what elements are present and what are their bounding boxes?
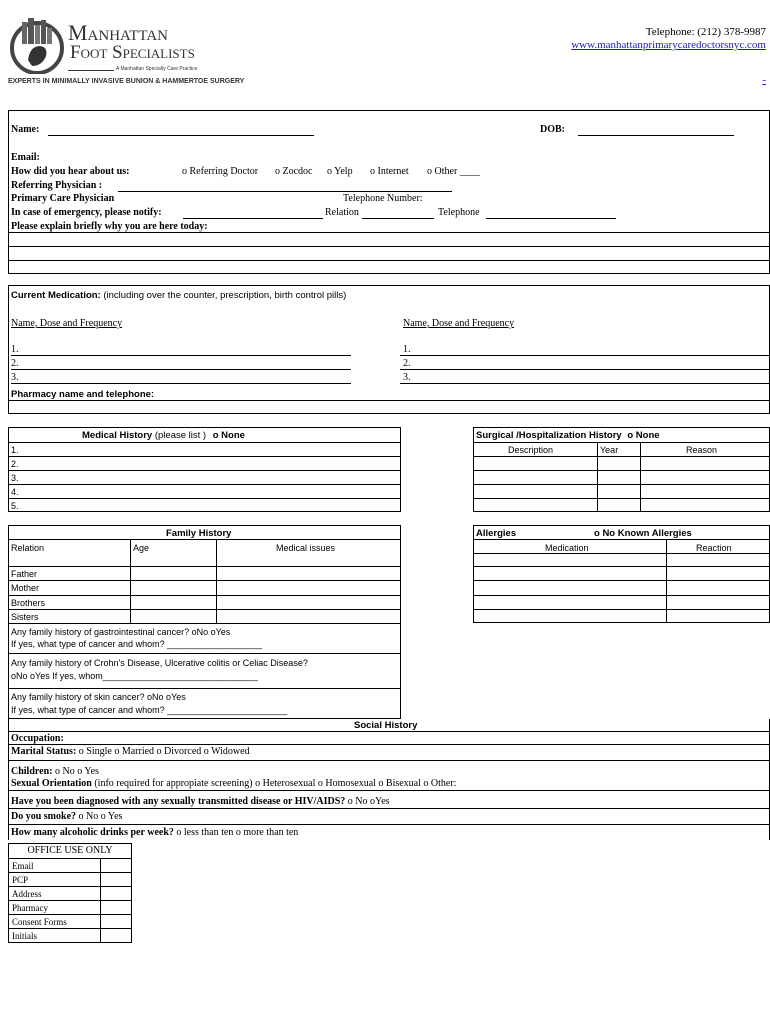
hear-option-internet[interactable]: o Internet — [370, 166, 409, 177]
emergency-field[interactable] — [183, 218, 323, 219]
med-right-2: 2. — [403, 358, 411, 369]
surgical-history-none[interactable]: o None — [627, 430, 660, 441]
medical-history-none[interactable]: o None — [212, 430, 245, 441]
med-right-field-3[interactable] — [400, 383, 770, 384]
office-use-table — [8, 843, 132, 943]
occupation-label: Occupation: — [11, 733, 64, 744]
tagline: EXPERTS IN MINIMALLY INVASIVE BUNION & HAMMERTOE SURGERY — [8, 77, 245, 86]
dob-field[interactable] — [578, 135, 734, 136]
hear-option-zocdoc[interactable]: o Zocdoc — [275, 166, 313, 177]
sexual-orientation — [11, 778, 456, 790]
referring-label: Referring Physician : — [11, 180, 103, 191]
medical-history-row-4[interactable]: 4. — [11, 487, 19, 497]
family-header-issues: Medical issues — [276, 543, 336, 553]
office-row-address: Address — [9, 887, 101, 901]
allergies-header-medication: Medication — [545, 543, 589, 553]
std-question — [11, 796, 390, 808]
orientation-options[interactable]: (info required for appropiate screening) o Heterosexual o Homosexual o Bisexual o Other: — [94, 778, 457, 789]
family-history-title: Family History — [166, 528, 232, 539]
telephone-number-label: Telephone Number: — [343, 193, 423, 204]
med-left-2: 2. — [11, 358, 19, 369]
office-row-pharmacy: Pharmacy — [9, 901, 101, 915]
family-relation-mother: Mother — [11, 583, 40, 593]
smoke-question — [11, 811, 122, 823]
family-header-relation: Relation — [11, 543, 45, 553]
family-relation-brothers: Brothers — [11, 598, 46, 608]
email-label: Email: — [11, 152, 40, 163]
family-history-section — [8, 525, 401, 719]
family-q-crohns[interactable]: Any family history of Crohn's Disease, Ulcerative colitis or Celiac Disease? — [11, 658, 308, 668]
med-left-1: 1. — [11, 344, 19, 355]
smoke-label: Do you smoke? — [11, 811, 77, 822]
office-use-title: OFFICE USE ONLY — [9, 844, 132, 859]
medication-title: Current Medication: — [11, 290, 101, 301]
medication-col-right: Name, Dose and Frequency — [403, 318, 515, 329]
children-options[interactable]: o No o Yes — [55, 766, 99, 777]
brand-line2: Foot Specialists — [70, 42, 195, 63]
family-q-gi-cancer[interactable]: Any family history of gastrointestinal cancer? oNo oYes — [11, 627, 231, 637]
medical-history-title: Medical History — [82, 430, 153, 441]
family-header-age: Age — [133, 543, 150, 553]
office-row-initials: Initials — [9, 929, 101, 943]
pcp-label: Primary Care Physician — [11, 193, 115, 204]
office-row-pcp: PCP — [9, 873, 101, 887]
emergency-telephone-field[interactable] — [486, 218, 616, 219]
relation-label: Relation — [325, 207, 359, 218]
header-telephone: Telephone: (212) 378-9987 — [645, 26, 766, 38]
logo-emblem-icon — [8, 16, 68, 74]
alcohol-question — [11, 827, 298, 839]
surgical-history-title: Surgical /Hospitalization History — [476, 430, 622, 441]
hear-option-yelp[interactable]: o Yelp — [327, 166, 353, 177]
marital-status — [11, 746, 250, 758]
name-label: Name: — [11, 124, 40, 135]
surgical-heading — [476, 430, 660, 442]
medical-history-row-2[interactable]: 2. — [11, 459, 19, 469]
office-check-pharmacy[interactable] — [100, 901, 131, 915]
std-label: Have you been diagnosed with any sexually transmitted disease or HIV/AIDS? — [11, 796, 346, 807]
office-row-email: Email — [9, 859, 101, 873]
family-relation-sisters: Sisters — [11, 612, 39, 622]
explain-label: Please explain briefly why you are here today: — [11, 221, 208, 232]
hear-option-referring[interactable]: o Referring Doctor — [182, 166, 259, 177]
med-left-field-1[interactable] — [11, 355, 351, 356]
brand-line1: Manhattan — [68, 20, 169, 45]
family-relation-father: Father — [11, 569, 38, 579]
allergies-header-reaction: Reaction — [696, 543, 732, 553]
medication-col-left: Name, Dose and Frequency — [11, 318, 123, 329]
referring-field[interactable] — [118, 191, 452, 192]
alcohol-label: How many alcoholic drinks per week? — [11, 827, 174, 838]
medication-heading — [11, 290, 346, 302]
smoke-options[interactable]: o No o Yes — [78, 811, 123, 822]
header-dash: - — [762, 74, 766, 86]
family-q-skin-cancer[interactable]: Any family history of skin cancer? oNo oYes — [11, 692, 186, 702]
alcohol-options[interactable]: o less than ten o more than ten — [176, 827, 299, 838]
brand-subtitle: A Manhattan Specialty Care Practice — [116, 66, 198, 72]
std-options[interactable]: o No oYes — [347, 796, 390, 807]
emergency-label: In case of emergency, please notify: — [11, 207, 162, 218]
office-check-pcp[interactable] — [100, 873, 131, 887]
med-right-3: 3. — [403, 372, 411, 383]
med-right-1: 1. — [403, 344, 411, 355]
explain-field[interactable] — [232, 232, 768, 233]
office-check-email[interactable] — [100, 859, 131, 873]
logo — [8, 14, 218, 80]
office-row-consent: Consent Forms — [9, 915, 101, 929]
children-label: Children: — [11, 766, 53, 777]
telephone-label: Telephone — [438, 207, 480, 218]
office-check-address[interactable] — [100, 887, 131, 901]
name-field[interactable] — [48, 135, 314, 136]
med-left-3: 3. — [11, 372, 19, 383]
occupation-field[interactable] — [64, 744, 268, 745]
medical-history-row-3[interactable]: 3. — [11, 473, 19, 483]
children — [11, 766, 99, 778]
surgical-header-reason: Reason — [686, 445, 718, 455]
hear-option-other[interactable]: o Other ____ — [427, 166, 480, 177]
surgical-header-description: Description — [508, 445, 554, 455]
dob-label: DOB: — [540, 124, 565, 135]
medical-history-row-1[interactable]: 1. — [11, 445, 19, 455]
orientation-label: Sexual Orientation — [11, 778, 92, 789]
hear-about-label: How did you hear about us: — [11, 166, 130, 177]
medical-history-heading — [82, 430, 245, 442]
med-right-field-1[interactable] — [400, 355, 770, 356]
medical-history-note: (please list ) — [154, 430, 207, 441]
allergies-none[interactable]: o No Known Allergies — [594, 528, 692, 539]
office-check-consent[interactable] — [100, 915, 131, 929]
medication-subtitle: (including over the counter, prescription, birth control pills) — [103, 290, 347, 301]
family-q-gi-cancer-detail[interactable]: If yes, what type of cancer and whom? ___________________ — [11, 639, 263, 649]
social-history-title: Social History — [354, 720, 418, 731]
med-left-field-2[interactable] — [11, 369, 351, 370]
website-link[interactable]: www.manhattanprimarycaredoctorsnyc.com — [571, 39, 766, 51]
med-left-field-3[interactable] — [11, 383, 351, 384]
family-q-skin-cancer-detail[interactable]: If yes, what type of cancer and whom? ________________________ — [11, 705, 288, 715]
allergies-title: Allergies — [476, 528, 517, 539]
marital-options[interactable]: o Single o Married o Divorced o Widowed — [78, 746, 250, 757]
medical-history-row-5[interactable]: 5. — [11, 501, 19, 511]
marital-label: Marital Status: — [11, 746, 77, 757]
med-right-field-2[interactable] — [400, 369, 770, 370]
family-q-crohns-detail[interactable]: oNo oYes If yes, whom_______________________________ — [11, 671, 258, 681]
relation-field[interactable] — [362, 218, 434, 219]
office-check-initials[interactable] — [100, 929, 131, 943]
pharmacy-label: Pharmacy name and telephone: — [11, 389, 155, 400]
surgical-header-year: Year — [600, 445, 619, 455]
